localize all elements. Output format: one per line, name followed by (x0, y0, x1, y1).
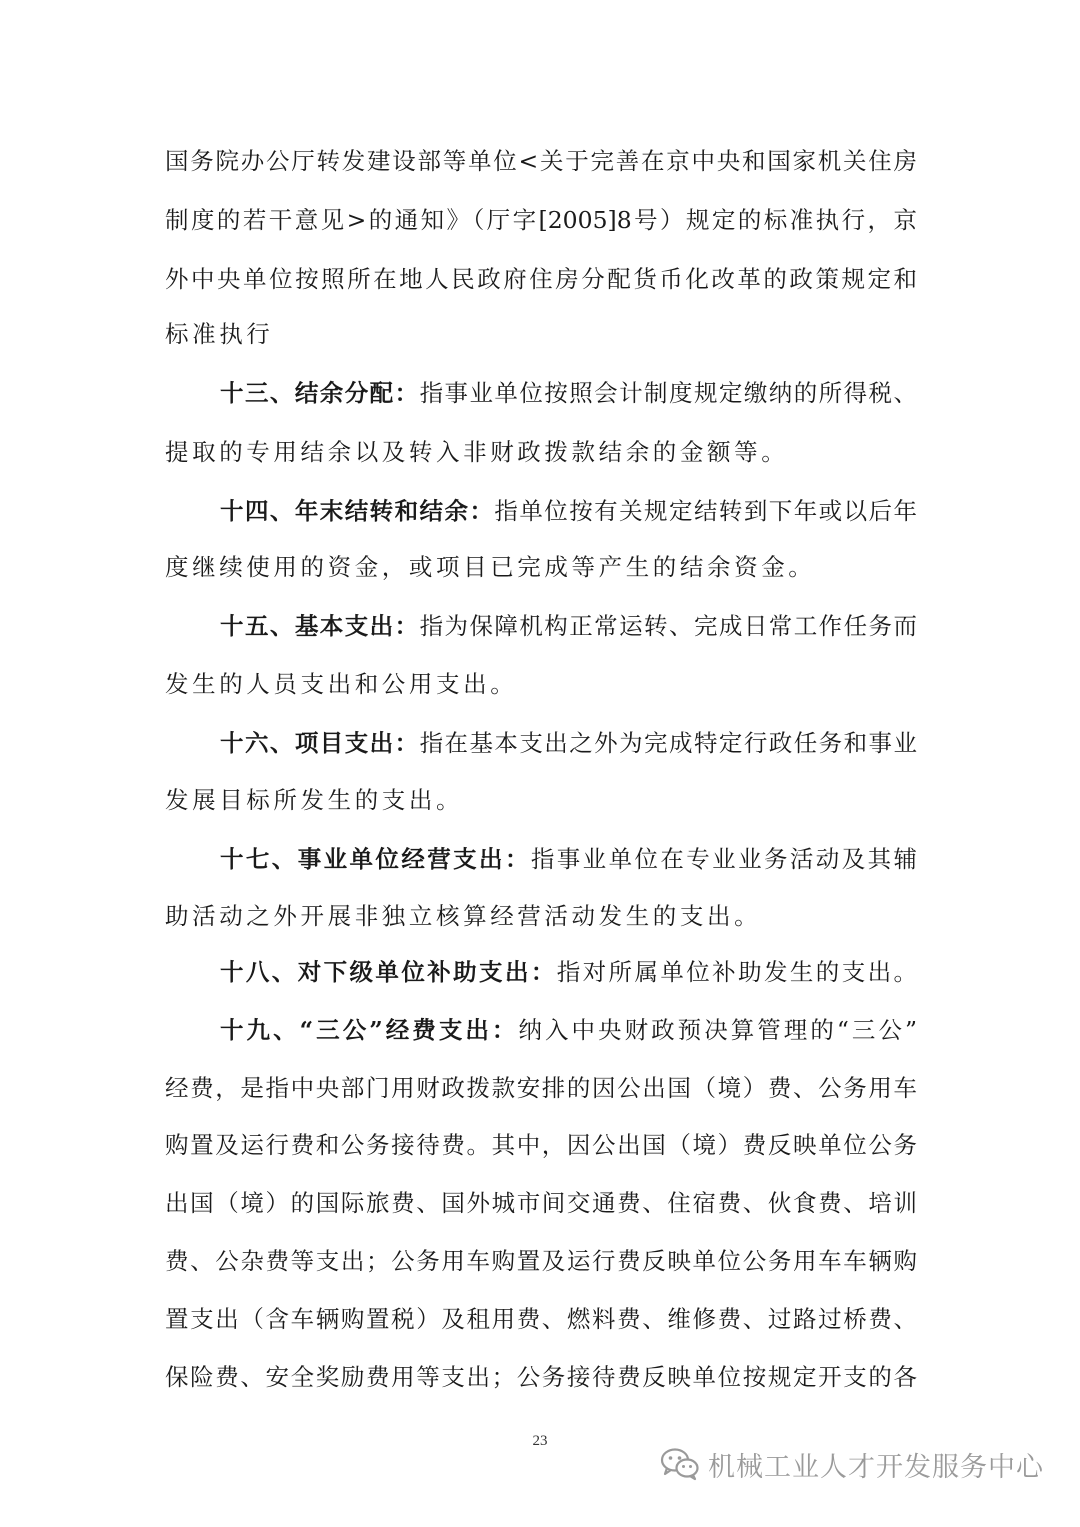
paragraph-line: 助活动之外开展非独立核算经营活动发生的支出。 (165, 902, 762, 930)
page-number: 23 (532, 1433, 548, 1449)
wechat-icon (660, 1447, 700, 1481)
paragraph-line: 度继续使用的资金，或项目已完成等产生的结余资金。 (165, 553, 816, 581)
term-definition: 指为保障机构正常运转、完成日常工作任务而 (419, 612, 918, 640)
definition-heading-line (220, 842, 917, 876)
definition-heading-line (220, 955, 917, 989)
paragraph-line: 购置及运行费和公务接待费。其中，因公出国（境）费反映单位公务 (165, 1131, 917, 1159)
term-label: 十九、“三公”经费支出： (220, 1016, 519, 1044)
paragraph-line: 国务院办公厅转发建设部等单位<关于完善在京中央和国家机关住房 (165, 147, 917, 175)
term-definition: 指在基本支出之外为完成特定行政任务和事业 (419, 729, 918, 757)
term-label: 十八、对下级单位补助支出： (220, 958, 557, 986)
term-label: 十六、项目支出： (220, 729, 420, 757)
definition-heading-line (220, 376, 917, 410)
definition-heading-line (220, 494, 917, 528)
watermark-text: 机械工业人才开发服务中心 (708, 1451, 1044, 1483)
paragraph-line: 保险费、安全奖励费用等支出；公务接待费反映单位按规定开支的各 (165, 1363, 917, 1391)
paragraph-line: 置支出（含车辆购置税）及租用费、燃料费、维修费、过路过桥费、 (165, 1305, 917, 1333)
term-label: 十三、结余分配： (220, 379, 420, 407)
paragraph-line: 制度的若干意见>的通知》（厅字[2005]8号）规定的标准执行，京 (165, 206, 917, 234)
paragraph-line: 发生的人员支出和公用支出。 (165, 670, 518, 698)
term-label: 十四、年末结转和结余： (220, 497, 495, 525)
paragraph-line: 出国（境）的国际旅费、国外城市间交通费、住宿费、伙食费、培训 (165, 1189, 917, 1217)
definition-heading-line (220, 726, 917, 760)
term-definition: 指事业单位按照会计制度规定缴纳的所得税、 (419, 379, 918, 407)
term-definition: 指对所属单位补助发生的支出。 (556, 958, 917, 986)
watermark (660, 1444, 1044, 1484)
paragraph-line: 费、公杂费等支出；公务用车购置及运行费反映单位公务用车车辆购 (165, 1247, 917, 1275)
term-definition: 指单位按有关规定结转到下年或以后年 (494, 497, 918, 525)
term-label: 十七、事业单位经营支出： (220, 845, 531, 873)
paragraph-line: 提取的专用结余以及转入非财政拨款结余的金额等。 (165, 438, 789, 466)
definition-heading-line (220, 1013, 917, 1047)
paragraph-line: 外中央单位按照所在地人民政府住房分配货币化改革的政策规定和 (165, 265, 917, 293)
paragraph-line: 发展目标所发生的支出。 (165, 786, 464, 814)
term-definition: 指事业单位在专业业务活动及其辅 (530, 845, 918, 873)
term-label: 十五、基本支出： (220, 612, 420, 640)
paragraph-line: 标准执行 (165, 320, 274, 348)
term-definition: 纳入中央财政预决算管理的“三公” (518, 1016, 917, 1044)
paragraph-line: 经费，是指中央部门用财政拨款安排的因公出国（境）费、公务用车 (165, 1074, 917, 1102)
definition-heading-line (220, 609, 917, 643)
